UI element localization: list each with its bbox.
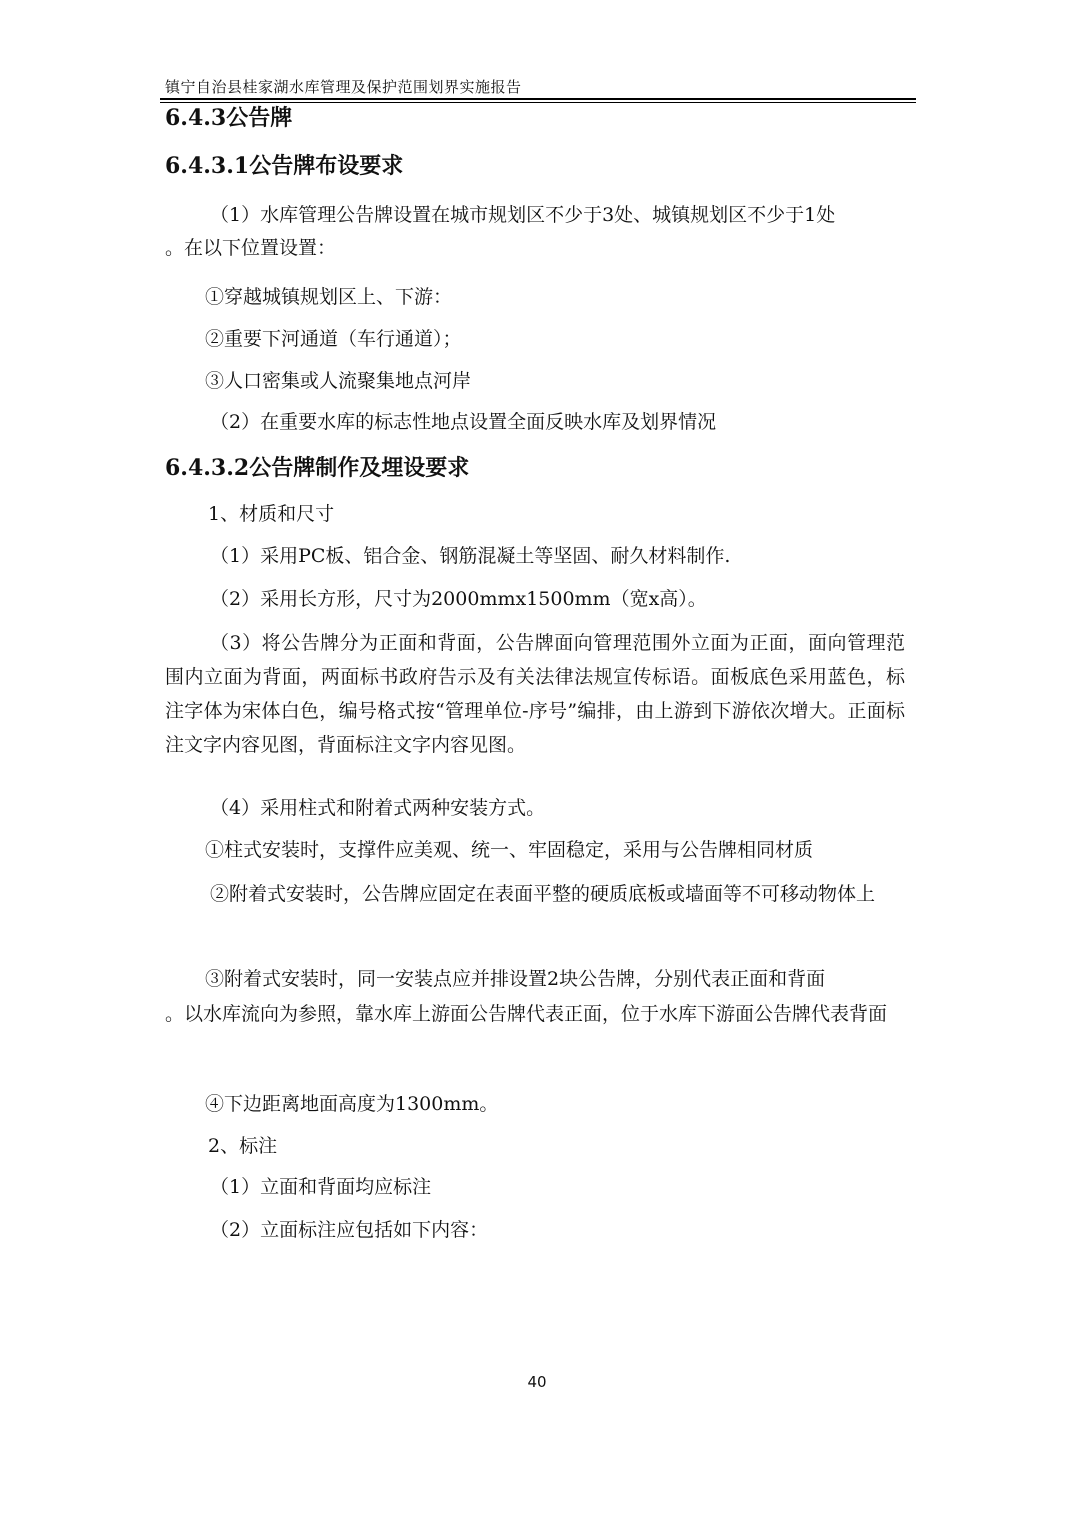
paragraph-requirement-1-cont: 。在以下位置设置： — [165, 237, 337, 259]
subheading-marking: 2、标注 — [208, 1135, 278, 1157]
paragraph-marking-2: （2）立面标注应包括如下内容： — [210, 1219, 489, 1241]
paragraph-material: （1）采用PC板、铝合金、钢筋混凝土等坚固、耐久材料制作. — [210, 545, 731, 567]
list-item-side-by-side: ③附着式安装时，同一安装点应并排设置2块公告牌，分别代表正面和背面 — [205, 968, 826, 990]
list-item-side-by-side-cont: 。以水库流向为参照，靠水库上游面公告牌代表正面，位于水库下游面公告牌代表背面 — [165, 1003, 888, 1025]
list-item-post-install: ①柱式安装时，支撑件应美观、统一、牢固稳定，采用与公告牌相同材质 — [205, 839, 814, 861]
list-item-location-3: ③人口密集或人流聚集地点河岸 — [205, 370, 472, 392]
paragraph-size: （2）采用长方形，尺寸为2000mmx1500mm（宽x高）。 — [210, 588, 707, 610]
paragraph-install-methods: （4）采用柱式和附着式两种安装方式。 — [210, 797, 546, 819]
list-item-height: ④下边距离地面高度为1300mm。 — [205, 1093, 499, 1115]
section-heading-6-4-3: 6.4.3公告牌 — [165, 105, 293, 131]
subheading-material-size: 1、材质和尺寸 — [208, 503, 335, 525]
section-heading-6-4-3-2: 6.4.3.2公告牌制作及埋设要求 — [165, 455, 470, 481]
section-heading-6-4-3-1: 6.4.3.1公告牌布设要求 — [165, 153, 404, 179]
page-number: 40 — [527, 1373, 547, 1391]
paragraph-requirement-1: （1）水库管理公告牌设置在城市规划区不少于3处、城镇规划区不少于1处 — [210, 204, 836, 226]
header-rule — [160, 98, 916, 100]
paragraph-marking-1: （1）立面和背面均应标注 — [210, 1176, 432, 1198]
list-item-attached-install: ②附着式安装时，公告牌应固定在表面平整的硬质底板或墙面等不可移动物体上 — [210, 883, 876, 905]
list-item-location-1: ①穿越城镇规划区上、下游： — [205, 286, 453, 308]
running-header: 镇宁自治县桂家湖水库管理及保护范围划界实施报告 — [165, 78, 522, 96]
paragraph-requirement-2: （2）在重要水库的标志性地点设置全面反映水库及划界情况 — [210, 411, 717, 433]
list-item-location-2: ②重要下河通道（车行通道）； — [205, 328, 462, 350]
paragraph-front-back: （3）将公告牌分为正面和背面，公告牌面向管理范围外立面为正面，面向管理范围内立面为背面，两面标书政府告示及有关法律法规宣传标语。面板底色采用蓝色，标注字体为宋体白色，编号格式按“管理单位-序号”编排，由上游到下游依次增大。正面标注文字内容见图，背面标注文字内容见图。 — [165, 632, 905, 756]
